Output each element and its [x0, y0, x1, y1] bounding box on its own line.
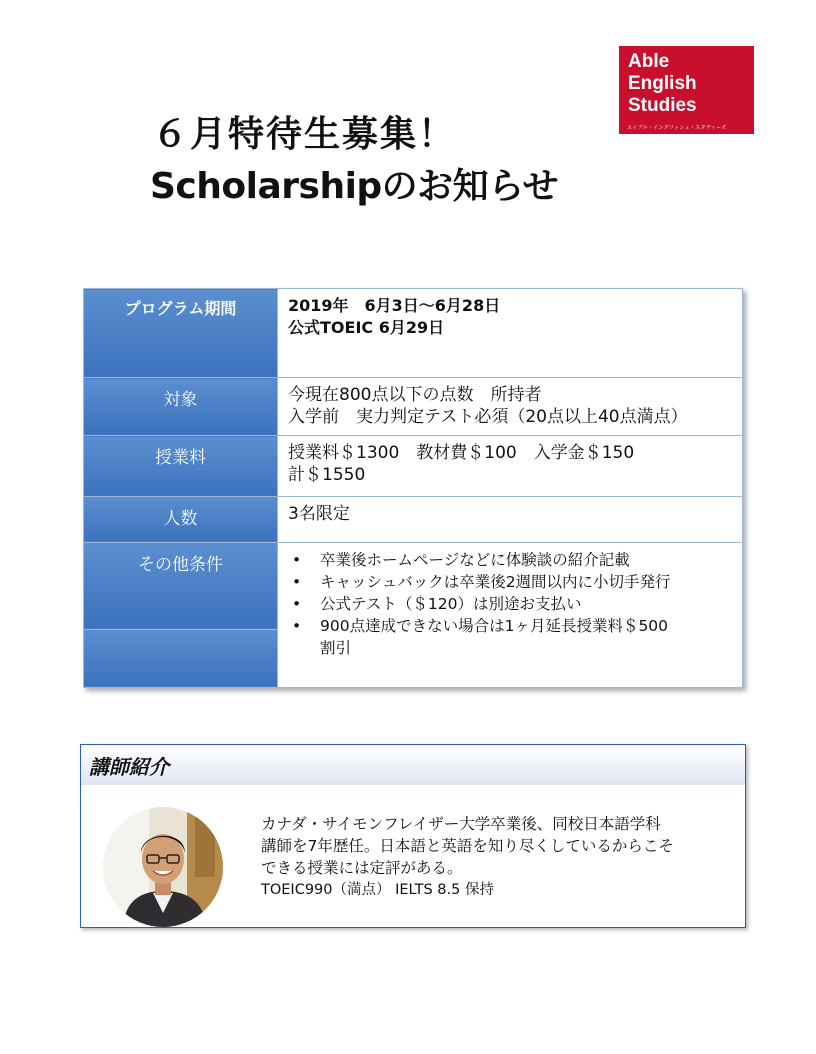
- fee-line-1: 授業料＄1300 教材費＄100 入学金＄150: [288, 443, 635, 464]
- page-subtitle: Scholarshipのお知らせ: [150, 166, 559, 207]
- row-value-period: [278, 289, 743, 378]
- row-label-fee: 授業料: [84, 436, 278, 496]
- logo-line-3: Studies: [628, 95, 697, 116]
- target-line-1: 今現在800点以下の点数 所持者: [288, 385, 542, 406]
- target-line-2: 入学前 実力判定テスト必須（20点以上40点満点）: [288, 407, 688, 428]
- teacher-heading: 講師紹介: [81, 745, 745, 785]
- page-title: ６月特待生募集！: [152, 114, 457, 155]
- table-row: [84, 289, 743, 378]
- table-row: [84, 542, 743, 629]
- fee-line-2: 計＄1550: [288, 465, 366, 486]
- bio-line-2: 講師を7年歴任。日本語と英語を知り尽くしているからこそ: [261, 837, 674, 855]
- list-item: • キャッシュバックは卒業後2週間以内に小切手発行: [320, 571, 742, 593]
- table-row: [84, 378, 743, 436]
- bio-line-4: TOEIC990（満点） IELTS 8.5 保持: [261, 882, 494, 898]
- bullet-text-continued: 割引: [320, 638, 352, 657]
- logo-line-2: English: [628, 73, 697, 94]
- bio-line-3: できる授業には定評がある。: [261, 859, 463, 877]
- bio-line-1: カナダ・サイモンフレイザー大学卒業後、同校日本語学科: [261, 815, 661, 833]
- list-item: • 公式テスト（＄120）は別途お支払い: [320, 593, 742, 615]
- row-label-capacity: 人数: [84, 496, 278, 542]
- logo-subtitle: エイブル・イングリッシュ・スタディーズ: [627, 125, 727, 131]
- program-info-table: [83, 288, 743, 688]
- conditions-list: [288, 549, 742, 659]
- period-dates: 2019年 6月3日～6月28日: [288, 296, 501, 315]
- list-item: • 卒業後ホームページなどに体験談の紹介記載: [320, 549, 742, 571]
- row-label-empty: [84, 629, 278, 687]
- row-label-conditions: その他条件: [84, 542, 278, 629]
- teacher-portrait-illustration: [103, 807, 223, 927]
- period-toeic: 公式TOEIC 6月29日: [288, 318, 445, 337]
- row-value-target: [278, 378, 743, 436]
- teacher-bio: [261, 813, 674, 901]
- table-row: [84, 496, 743, 542]
- row-label-period: プログラム期間: [84, 289, 278, 378]
- teacher-intro-box: [80, 744, 746, 928]
- row-value-fee: [278, 436, 743, 496]
- logo-line-1: Able: [628, 51, 670, 72]
- teacher-photo: [103, 807, 223, 927]
- capacity-line: 3名限定: [288, 503, 350, 524]
- row-value-capacity: [278, 496, 743, 542]
- school-logo: [619, 46, 754, 134]
- row-value-conditions: [278, 542, 743, 687]
- list-item: [320, 615, 742, 659]
- table-row: [84, 436, 743, 496]
- row-label-target: 対象: [84, 378, 278, 436]
- bullet-text: 900点達成できない場合は1ヶ月延長授業料＄500: [320, 616, 669, 635]
